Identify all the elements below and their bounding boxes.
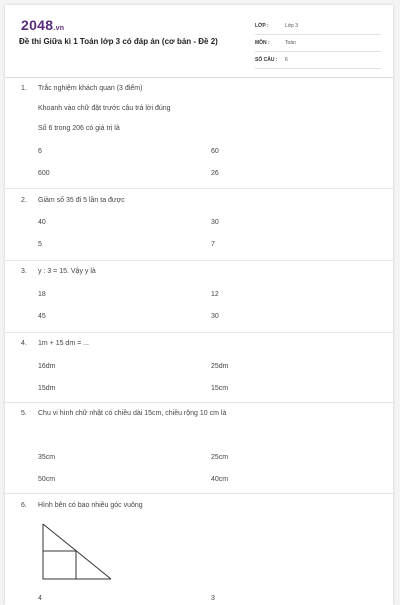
option-b[interactable]: 25dm: [211, 363, 229, 370]
question-text: Giảm số 35 đi 5 lần ta được: [38, 197, 125, 204]
meta-value: Toán: [285, 40, 296, 46]
worksheet-page: [5, 5, 393, 605]
option-a[interactable]: 4: [38, 595, 42, 602]
question-separator: [5, 188, 393, 189]
option-a[interactable]: 18: [38, 291, 46, 298]
question-number: 6.: [21, 502, 27, 509]
header-divider: [5, 77, 393, 78]
question-text: Trắc nghiệm khách quan (3 điểm): [38, 85, 143, 92]
meta-key: SỐ CÂU :: [255, 57, 278, 63]
option-b[interactable]: 25cm: [211, 454, 229, 461]
option-c[interactable]: 15dm: [38, 385, 56, 392]
question-separator: [5, 260, 393, 261]
meta-key: MÔN :: [255, 40, 270, 46]
page-title: Đề thi Giữa kì 1 Toán lớp 3 có đáp án (cơ bản - Đề 2): [19, 37, 218, 46]
logo-tld: .vn: [53, 25, 65, 32]
option-d[interactable]: 40cm: [211, 476, 229, 483]
option-b[interactable]: 30: [211, 219, 219, 226]
question-separator: [5, 493, 393, 494]
question-text: Chu vi hình chữ nhật có chiều dài 15cm, chiều rộng 10 cm là: [38, 410, 227, 417]
option-c[interactable]: 5: [38, 241, 42, 248]
logo-main: 2048: [21, 17, 54, 33]
meta-row-subject: [255, 35, 381, 52]
option-c[interactable]: 50cm: [38, 476, 56, 483]
question-text: 1m + 15 dm = ...: [38, 340, 89, 347]
option-a[interactable]: 16dm: [38, 363, 56, 370]
option-b[interactable]: 60: [211, 148, 219, 155]
meta-value: 6: [285, 57, 288, 63]
right-triangle-figure: [40, 523, 120, 583]
question-prompt: Số 6 trong 206 có giá trị là: [38, 125, 120, 132]
question-text: y : 3 = 15. Vậy y là: [38, 268, 96, 275]
meta-key: LỚP :: [255, 23, 269, 29]
meta-box: [255, 18, 381, 69]
meta-row-count: [255, 52, 381, 69]
question-number: 1.: [21, 85, 27, 92]
question-number: 2.: [21, 197, 27, 204]
option-b[interactable]: 3: [211, 595, 215, 602]
question-number: 5.: [21, 410, 27, 417]
option-d[interactable]: 30: [211, 313, 219, 320]
option-a[interactable]: 35cm: [38, 454, 56, 461]
question-separator: [5, 402, 393, 403]
meta-row-class: [255, 18, 381, 35]
site-logo[interactable]: [21, 17, 64, 33]
question-number: 4.: [21, 340, 27, 347]
instruction-line: Khoanh vào chữ đặt trước câu trả lời đúng: [38, 105, 171, 112]
question-text: Hình bên có bao nhiêu góc vuông: [38, 502, 143, 509]
option-d[interactable]: 15cm: [211, 385, 229, 392]
question-number: 3.: [21, 268, 27, 275]
option-d[interactable]: 7: [211, 241, 215, 248]
option-d[interactable]: 26: [211, 170, 219, 177]
option-a[interactable]: 40: [38, 219, 46, 226]
option-c[interactable]: 600: [38, 170, 50, 177]
option-b[interactable]: 12: [211, 291, 219, 298]
meta-value: Lớp 3: [285, 23, 299, 29]
header: [5, 5, 393, 77]
option-a[interactable]: 6: [38, 148, 42, 155]
question-separator: [5, 332, 393, 333]
option-c[interactable]: 45: [38, 313, 46, 320]
